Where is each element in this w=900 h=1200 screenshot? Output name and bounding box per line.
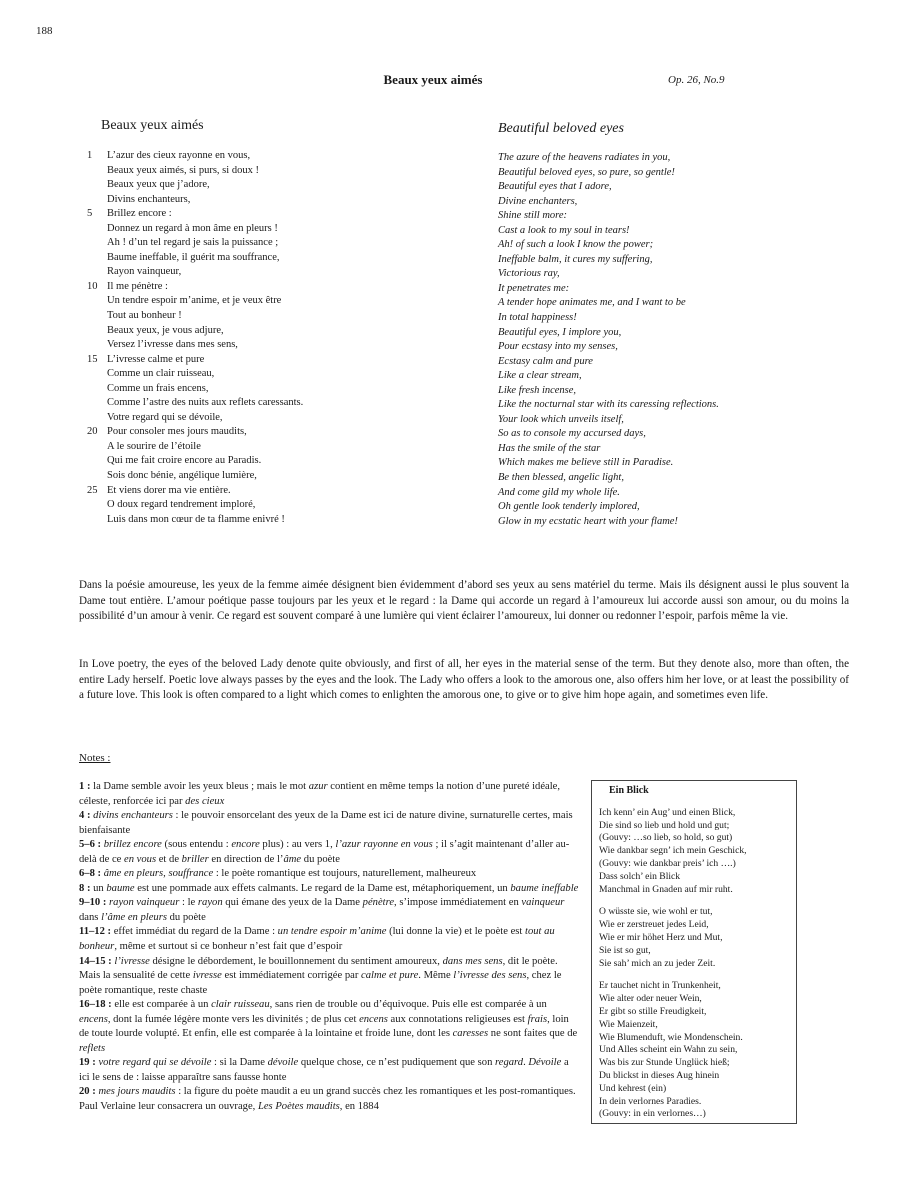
note-text: un bbox=[90, 882, 107, 894]
note-item bbox=[79, 955, 579, 999]
french-poem bbox=[87, 149, 487, 527]
german-line: Und kehrest (ein) bbox=[599, 1082, 667, 1094]
note-text: effet immédiat du regard de la Dame : bbox=[111, 926, 278, 938]
line-number bbox=[87, 309, 107, 324]
english-poem-line: Beautiful eyes that I adore, bbox=[498, 181, 612, 193]
german-poem-stanzas bbox=[599, 807, 788, 1121]
note-text: et de bbox=[156, 853, 182, 865]
line-number: 15 bbox=[87, 353, 98, 365]
note-reference: 4 : bbox=[79, 810, 91, 822]
french-poem-line bbox=[87, 367, 487, 382]
note-italic-text: brillez encore bbox=[103, 839, 162, 851]
german-line: (Gouvy: in ein verlornes…) bbox=[599, 1108, 706, 1120]
note-text: : le poète romantique est toujours, naturellement, malheureux bbox=[213, 868, 477, 880]
line-number bbox=[87, 454, 107, 469]
note-text: est immédiatement corrigée par bbox=[221, 970, 362, 982]
english-poem-line: Ineffable balm, it cures my suffering, bbox=[498, 253, 653, 265]
note-italic-text: encens bbox=[359, 1013, 388, 1025]
note-italic-text: vainqueur bbox=[521, 897, 565, 909]
line-number bbox=[87, 367, 107, 382]
german-line: Dass solch’ ein Blick bbox=[599, 870, 681, 882]
german-line: Wie er mir höhet Herz und Mut, bbox=[599, 931, 723, 943]
note-text: ne sont faites que de bbox=[488, 1028, 578, 1040]
line-text: L’azur des cieux rayonne en vous, bbox=[107, 150, 251, 161]
note-text: , même et surtout si ce bonheur n’est fait que d’espoir bbox=[114, 941, 343, 953]
note-italic-text: des cieux bbox=[185, 795, 225, 807]
notes-heading: Notes : bbox=[79, 752, 111, 764]
german-line: (Gouvy: …so lieb, so hold, so gut) bbox=[599, 832, 733, 844]
line-number bbox=[87, 178, 107, 193]
french-poem-line bbox=[87, 469, 487, 484]
english-poem-line: It penetrates me: bbox=[498, 282, 570, 294]
english-poem-line: Pour ecstasy into my senses, bbox=[498, 341, 618, 353]
line-text: Comme un frais encens, bbox=[107, 382, 209, 394]
english-poem-line: Like the nocturnal star with its caressing reflections. bbox=[498, 399, 719, 411]
english-poem-line: Which makes me believe still in Paradise. bbox=[498, 457, 674, 469]
note-italic-text: frais bbox=[527, 1013, 548, 1025]
german-line: Manchmal in Gnaden auf mir ruht. bbox=[599, 883, 733, 895]
note-text: : le bbox=[179, 897, 198, 909]
german-line: Er gibt so stille Freudigkeit, bbox=[599, 1005, 707, 1017]
line-text: Tout au bonheur ! bbox=[107, 310, 182, 322]
song-title: Beaux yeux aimés bbox=[383, 72, 483, 87]
line-number bbox=[87, 469, 107, 484]
note-text: la Dame semble avoir les yeux bleus ; mais le mot bbox=[90, 781, 309, 792]
line-text: Divins enchanteurs, bbox=[107, 193, 191, 205]
english-poem-line: The azure of the heavens radiates in you, bbox=[498, 152, 671, 163]
german-line: Und Alles scheint ein Wahn zu sein, bbox=[599, 1044, 738, 1056]
french-poem-line bbox=[87, 411, 487, 426]
english-poem-line: Cast a look to my soul in tears! bbox=[498, 224, 630, 236]
line-number bbox=[87, 513, 107, 528]
french-poem-line bbox=[87, 353, 487, 368]
german-stanza bbox=[599, 807, 788, 897]
opus-number: Op. 26, No.9 bbox=[668, 74, 725, 86]
line-text: Il me pénètre : bbox=[107, 280, 168, 292]
line-number: 25 bbox=[87, 484, 98, 496]
english-poem-line: Divine enchanters, bbox=[498, 195, 578, 207]
note-italic-text: rayon bbox=[197, 897, 223, 909]
german-line: Er tauchet nicht in Trunkenheit, bbox=[599, 980, 721, 992]
line-text: Rayon vainqueur, bbox=[107, 266, 182, 278]
page-number: 188 bbox=[36, 25, 53, 37]
line-number bbox=[87, 294, 107, 309]
french-poem-line bbox=[87, 164, 487, 179]
french-poem-line bbox=[87, 280, 487, 295]
note-text: a ici le sens de : laisse apparaître sans fausse honte bbox=[79, 1057, 569, 1083]
german-line: In dein verlornes Paradies. bbox=[599, 1095, 702, 1107]
line-number bbox=[87, 396, 107, 411]
german-line: Wie Blumenduft, wie Mondenschein. bbox=[599, 1031, 743, 1043]
german-poem-box bbox=[591, 780, 797, 1124]
english-poem-line: Ecstasy calm and pure bbox=[498, 355, 593, 367]
line-text: O doux regard tendrement imploré, bbox=[107, 499, 256, 511]
english-poem-line: Shine still more: bbox=[498, 210, 568, 222]
note-text: . bbox=[523, 1057, 529, 1069]
line-number bbox=[87, 411, 107, 426]
note-text: ; il s’agit maintenant d’aller au-delà de ce bbox=[79, 839, 570, 865]
note-italic-text: reflets bbox=[79, 1042, 106, 1054]
note-text: en direction de l’ bbox=[208, 853, 284, 865]
german-line: (Gouvy: wie dankbar preis’ ich ….) bbox=[599, 857, 736, 869]
line-text: Votre regard qui se dévoile, bbox=[107, 411, 223, 423]
note-reference: 1 : bbox=[79, 781, 91, 792]
note-italic-text: caresses bbox=[452, 1028, 489, 1040]
note-italic-text: en vous bbox=[124, 853, 157, 865]
note-italic-text: âme bbox=[283, 853, 302, 865]
note-reference: 8 : bbox=[79, 882, 91, 894]
line-text: Beaux yeux que j’adore, bbox=[107, 179, 210, 191]
line-text: Beaux yeux aimés, si purs, si doux ! bbox=[107, 164, 259, 176]
english-poem-line: Beautiful eyes, I implore you, bbox=[498, 326, 622, 338]
line-text: Versez l’ivresse dans mes sens, bbox=[107, 339, 238, 351]
line-number: 1 bbox=[87, 150, 93, 161]
german-line: Sie sah’ mich an zu jeder Zeit. bbox=[599, 957, 716, 969]
note-italic-text: divins enchanteurs bbox=[93, 810, 173, 822]
line-text: Ah ! d’un tel regard je sais la puissance ; bbox=[107, 237, 279, 249]
note-text: , en 1884 bbox=[339, 1101, 379, 1113]
note-item bbox=[79, 780, 579, 809]
line-number: 20 bbox=[87, 426, 98, 438]
note-text: du poète bbox=[301, 853, 340, 865]
line-number bbox=[87, 251, 107, 266]
german-stanza bbox=[599, 980, 788, 1121]
note-item bbox=[79, 896, 579, 925]
french-poem-line bbox=[87, 440, 487, 455]
line-text: Comme un clair ruisseau, bbox=[107, 368, 215, 380]
german-line: Was bis zur Stunde Unglück hieß; bbox=[599, 1057, 730, 1069]
note-text: : la figure du poète maudit a eu un grand succès chez les romantiques et les post-romantiques. Paul Verlaine leur consacrera un ouvrage, bbox=[79, 1086, 576, 1113]
note-text: : le pouvoir ensorcelant des yeux de la Dame est ici de nature divine, surnaturelle certes, mais bienfaisante bbox=[79, 810, 573, 836]
note-italic-text: dévoile bbox=[267, 1057, 299, 1069]
german-line: Sie ist so gut, bbox=[599, 944, 651, 956]
french-poem-line bbox=[87, 454, 487, 469]
german-line: Wie Maienzeit, bbox=[599, 1018, 658, 1030]
notes-list bbox=[79, 780, 579, 1115]
note-text: , s’impose immédiatement en bbox=[394, 897, 522, 909]
english-poem-line: A tender hope animates me, and I want to be bbox=[498, 297, 686, 309]
note-italic-text: votre regard qui se dévoile bbox=[98, 1057, 212, 1069]
note-italic-text: l’ivresse des sens bbox=[453, 970, 527, 982]
note-italic-text: l’azur rayonne en vous bbox=[335, 839, 433, 851]
french-poem-line bbox=[87, 251, 487, 266]
note-italic-text: calme et pure bbox=[361, 970, 419, 982]
note-italic-text: encore bbox=[231, 839, 260, 851]
line-number bbox=[87, 236, 107, 251]
english-poem-line: Like a clear stream, bbox=[498, 370, 582, 382]
english-poem-line: Beautiful beloved eyes, so pure, so gentle! bbox=[498, 166, 675, 178]
note-text: désigne le débordement, le bouillonnement du sentiment amoureux, bbox=[149, 955, 443, 967]
english-poem-line: Oh gentle look tenderly implored, bbox=[498, 501, 640, 513]
note-text: plus) : au vers 1, bbox=[259, 839, 336, 851]
note-italic-text: Les Poètes maudits bbox=[257, 1101, 340, 1113]
french-poem-line bbox=[87, 149, 487, 164]
note-item bbox=[79, 998, 579, 1056]
line-number: 10 bbox=[87, 280, 98, 292]
line-text: Brillez encore : bbox=[107, 208, 172, 220]
line-number bbox=[87, 193, 107, 208]
note-item bbox=[79, 882, 579, 897]
note-item bbox=[79, 1085, 579, 1114]
line-text: Et viens dorer ma vie entière. bbox=[107, 484, 231, 496]
line-number bbox=[87, 498, 107, 513]
french-poem-line bbox=[87, 425, 487, 440]
french-poem-line bbox=[87, 222, 487, 237]
note-text: , dit le poète. Mais la sensualité de cette bbox=[79, 955, 558, 982]
note-text: , chez le poète romantique, reste chaste bbox=[79, 970, 562, 996]
note-italic-text: baume ineffable bbox=[510, 882, 579, 894]
line-text: Luis dans mon cœur de ta flamme enivré ! bbox=[107, 513, 285, 525]
note-text: qui émane des yeux de la Dame bbox=[222, 897, 363, 909]
english-poem-line: In total happiness! bbox=[498, 312, 577, 324]
note-italic-text: tout au bonheur bbox=[79, 926, 555, 953]
german-line: Wie alter oder neuer Wein, bbox=[599, 993, 702, 1005]
note-text: quelque chose, ce n’est pudiquement que son bbox=[298, 1057, 496, 1069]
french-poem-line bbox=[87, 193, 487, 208]
note-item bbox=[79, 838, 579, 867]
commentary-english: In Love poetry, the eyes of the beloved Lady denote quite obviously, and first of all, her eyes in the material sense of the term. But they denote also, more than often, the entire Lady herself. Poetic love always passes by the eyes and the look. The Lady who offers a look to the amorous one, also offers him her love, or at least the possibility of a future love. This look is often compared to a light which comes to enlighten the amorous one, to give or to give him hope again, and sometimes even life. bbox=[79, 658, 849, 702]
french-poem-line bbox=[87, 324, 487, 339]
note-italic-text: dans mes sens bbox=[442, 955, 503, 967]
note-italic-text: Dévoile bbox=[528, 1057, 562, 1069]
english-poem-line: And come gild my whole life. bbox=[498, 486, 620, 498]
german-line: Wie er zerstreuet jedes Leid, bbox=[599, 919, 709, 931]
line-number bbox=[87, 265, 107, 280]
note-text: (lui donne la vie) et le poète est bbox=[386, 926, 525, 938]
note-italic-text: âme en pleurs, souffrance bbox=[103, 868, 214, 880]
french-poem-line bbox=[87, 309, 487, 324]
line-text: Un tendre espoir m’anime, et je veux être bbox=[107, 295, 282, 307]
note-italic-text: un tendre espoir m’anime bbox=[277, 926, 387, 938]
english-poem-line: Like fresh incense, bbox=[498, 384, 577, 396]
line-number bbox=[87, 164, 107, 179]
note-reference: 16–18 : bbox=[79, 999, 112, 1011]
note-italic-text: encens bbox=[79, 1013, 108, 1025]
french-poem-line bbox=[87, 207, 487, 222]
english-poem-line: Your look which unveils itself, bbox=[498, 413, 624, 425]
german-line: Du blickst in dieses Aug hinein bbox=[599, 1069, 720, 1081]
note-italic-text: baume bbox=[106, 882, 135, 894]
english-poem-line: Glow in my ecstatic heart with your flame! bbox=[498, 515, 678, 527]
note-reference: 19 : bbox=[79, 1057, 96, 1069]
note-reference: 5–6 : bbox=[79, 839, 102, 851]
note-italic-text: mes jours maudits bbox=[98, 1086, 176, 1098]
french-poem-line bbox=[87, 265, 487, 280]
french-poem-line bbox=[87, 498, 487, 513]
english-poem-line: So as to console my accursed days, bbox=[498, 428, 646, 440]
note-text: (sous entendu : bbox=[161, 839, 232, 851]
note-italic-text: briller bbox=[181, 853, 209, 865]
french-poem-line bbox=[87, 484, 487, 499]
french-poem-line bbox=[87, 178, 487, 193]
note-text: est une pommade aux effets calmants. Le regard de la Dame est, métaphoriquement, un bbox=[134, 882, 511, 894]
line-number: 5 bbox=[87, 208, 93, 220]
note-reference: 14–15 : bbox=[79, 955, 112, 967]
line-text: Beaux yeux, je vous adjure, bbox=[107, 324, 224, 336]
german-line: Wie dankbar segn’ ich mein Geschick, bbox=[599, 845, 747, 857]
line-text: Comme l’astre des nuits aux reflets caressants. bbox=[107, 397, 304, 409]
line-text: Baume ineffable, il guérit ma souffrance, bbox=[107, 251, 280, 263]
note-text: . Même bbox=[418, 970, 454, 982]
french-poem-line bbox=[87, 382, 487, 397]
french-poem-line bbox=[87, 294, 487, 309]
note-text: dans bbox=[79, 911, 102, 923]
line-text: Donnez un regard à mon âme en pleurs ! bbox=[107, 222, 278, 234]
note-text: du poète bbox=[166, 911, 206, 923]
line-text: L’ivresse calme et pure bbox=[107, 353, 205, 365]
german-line: Ich kenn’ ein Aug’ und einen Blick, bbox=[599, 806, 736, 818]
note-italic-text: ivresse bbox=[192, 970, 222, 982]
note-item bbox=[79, 1056, 579, 1085]
note-italic-text: regard bbox=[495, 1057, 524, 1069]
note-text: : si la Dame bbox=[211, 1057, 268, 1069]
note-item bbox=[79, 809, 579, 838]
english-poem-line: Ah! of such a look I know the power; bbox=[498, 239, 654, 251]
note-text: , sans rien de trouble ou d’équivoque. Puis elle est comparée à un bbox=[269, 999, 547, 1011]
line-number bbox=[87, 440, 107, 455]
french-poem-line bbox=[87, 338, 487, 353]
note-italic-text: clair ruisseau bbox=[211, 999, 270, 1011]
note-italic-text: azur bbox=[308, 781, 328, 792]
note-text: , loin de toute lourde volupté. Et enfin, elle est comparée à la lointaine et froide lune, dont les bbox=[79, 1013, 569, 1040]
line-number bbox=[87, 382, 107, 397]
note-item bbox=[79, 925, 579, 954]
note-italic-text: rayon vainqueur bbox=[109, 897, 180, 909]
note-reference: 11–12 : bbox=[79, 926, 112, 938]
note-italic-text: l’âme en pleurs bbox=[101, 911, 167, 923]
german-line: O wüsste sie, wie wohl er tut, bbox=[599, 906, 713, 918]
note-italic-text: l’ivresse bbox=[114, 955, 150, 967]
german-stanza bbox=[599, 906, 788, 970]
english-poem-heading: Beautiful beloved eyes bbox=[498, 121, 624, 136]
french-poem-line bbox=[87, 236, 487, 251]
note-italic-text: pénètre bbox=[362, 897, 395, 909]
note-reference: 6–8 : bbox=[79, 868, 102, 880]
english-poem-line: Victorious ray, bbox=[498, 268, 560, 280]
french-poem-heading: Beaux yeux aimés bbox=[101, 118, 204, 133]
line-text: Pour consoler mes jours maudits, bbox=[107, 426, 247, 438]
english-poem bbox=[498, 151, 878, 529]
note-reference: 20 : bbox=[79, 1086, 96, 1098]
english-poem-line: Has the smile of the star bbox=[498, 442, 601, 454]
note-reference: 9–10 : bbox=[79, 897, 107, 909]
line-number bbox=[87, 324, 107, 339]
german-poem-title: Ein Blick bbox=[609, 785, 649, 796]
note-text: elle est comparée à un bbox=[111, 999, 212, 1011]
note-text: , dont la fumée légère monte vers les divinités ; de plus cet bbox=[107, 1013, 360, 1025]
note-text: aux connotations religieuses est bbox=[387, 1013, 528, 1025]
commentary-french: Dans la poésie amoureuse, les yeux de la femme aimée désignent bien évidemment d’abord ses yeux au sens matériel du terme. Mais ils désignent aussi le plus souvent la Dame tout entière. L’amour poétique passe toujours par les yeux et le regard : la Dame qui accorde un regard à l’amoureux lui accorde aussi son amour, ou du moins la possibilité d’un amour à venir. Ce regard est souvent comparé à une lumière qui vient éclairer l’amoureux, lui donner ou redonner l’espoir, parfois même la vie. bbox=[79, 579, 849, 623]
english-poem-line: Be then blessed, angelic light, bbox=[498, 472, 624, 484]
note-text: contient en même temps la notion d’une pureté idéale, céleste, renforcée ici par bbox=[79, 781, 561, 807]
line-text: Qui me fait croire encore au Paradis. bbox=[107, 455, 262, 467]
french-poem-line bbox=[87, 513, 487, 528]
german-line: Die sind so lieb und hold und gut; bbox=[599, 819, 730, 831]
line-text: A le sourire de l’étoile bbox=[107, 440, 201, 452]
line-text: Sois donc bénie, angélique lumière, bbox=[107, 470, 257, 482]
note-item bbox=[79, 867, 579, 882]
line-number bbox=[87, 222, 107, 237]
french-poem-line bbox=[87, 396, 487, 411]
line-number bbox=[87, 338, 107, 353]
